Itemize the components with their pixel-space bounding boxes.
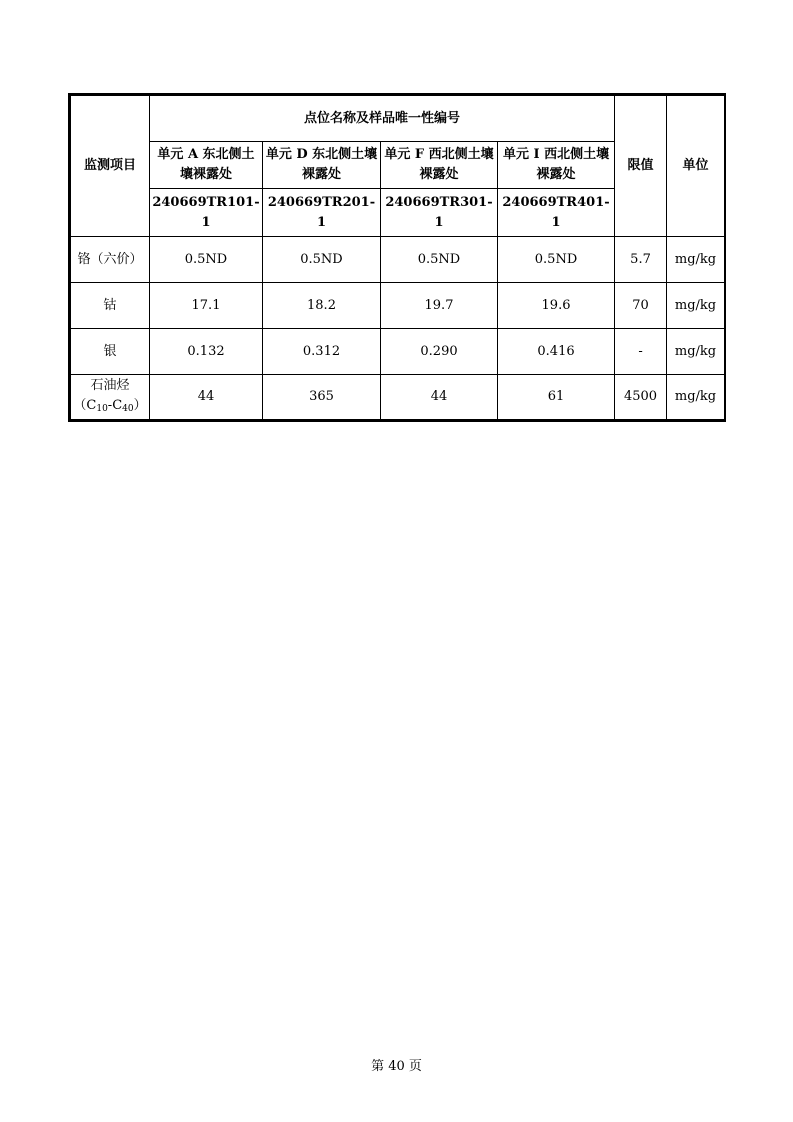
cell-value: 17.1 [150,283,263,329]
sample-code: 240669TR401-1 [498,189,615,237]
point-name: 单元 D 东北侧土壤裸露处 [263,142,381,189]
row-item-compound [71,375,150,420]
row-item: 银 [71,329,150,375]
cell-unit: mg/kg [667,283,725,329]
table-row [71,329,725,375]
cell-value: 0.312 [263,329,381,375]
cell-unit: mg/kg [667,375,725,420]
table-row [71,237,725,283]
header-limit: 限值 [615,96,667,237]
cell-value: 44 [381,375,498,420]
cell-value: 0.416 [498,329,615,375]
page-number: 第 40 页 [371,1059,422,1074]
sample-code: 240669TR201-1 [263,189,381,237]
cell-value: 19.7 [381,283,498,329]
cell-value: 18.2 [263,283,381,329]
row-item: 石油烃 [90,377,130,393]
table-row [71,283,725,329]
cell-limit: - [615,329,667,375]
cell-value: 61 [498,375,615,420]
sample-code: 240669TR101-1 [150,189,263,237]
cell-value: 365 [263,375,381,420]
cell-value: 0.290 [381,329,498,375]
header-item: 监测项目 [71,96,150,237]
table-row [71,375,725,420]
header-row-group [71,96,725,142]
cell-value: 0.5ND [150,237,263,283]
cell-value: 0.5ND [498,237,615,283]
row-item: 铬（六价） [71,237,150,283]
cell-value: 44 [150,375,263,420]
row-item: 钴 [71,283,150,329]
cell-value: 19.6 [498,283,615,329]
cell-value: 0.5ND [263,237,381,283]
point-name: 单元 A 东北侧土壤裸露处 [150,142,263,189]
row-item-formula: $(C_{10}-C_{40})$ [73,397,147,414]
sample-code: 240669TR301-1 [381,189,498,237]
cell-limit: 4500 [615,375,667,420]
cell-limit: 70 [615,283,667,329]
cell-value: 0.132 [150,329,263,375]
point-name: 单元 I 西北侧土壤裸露处 [498,142,615,189]
header-group: 点位名称及样品唯一性编号 [150,96,615,142]
cell-unit: mg/kg [667,329,725,375]
cell-value: 0.5ND [381,237,498,283]
point-name: 单元 F 西北侧土壤裸露处 [381,142,498,189]
header-unit: 单位 [667,96,725,237]
monitoring-results-table [68,93,726,422]
cell-unit: mg/kg [667,237,725,283]
cell-limit: 5.7 [615,237,667,283]
